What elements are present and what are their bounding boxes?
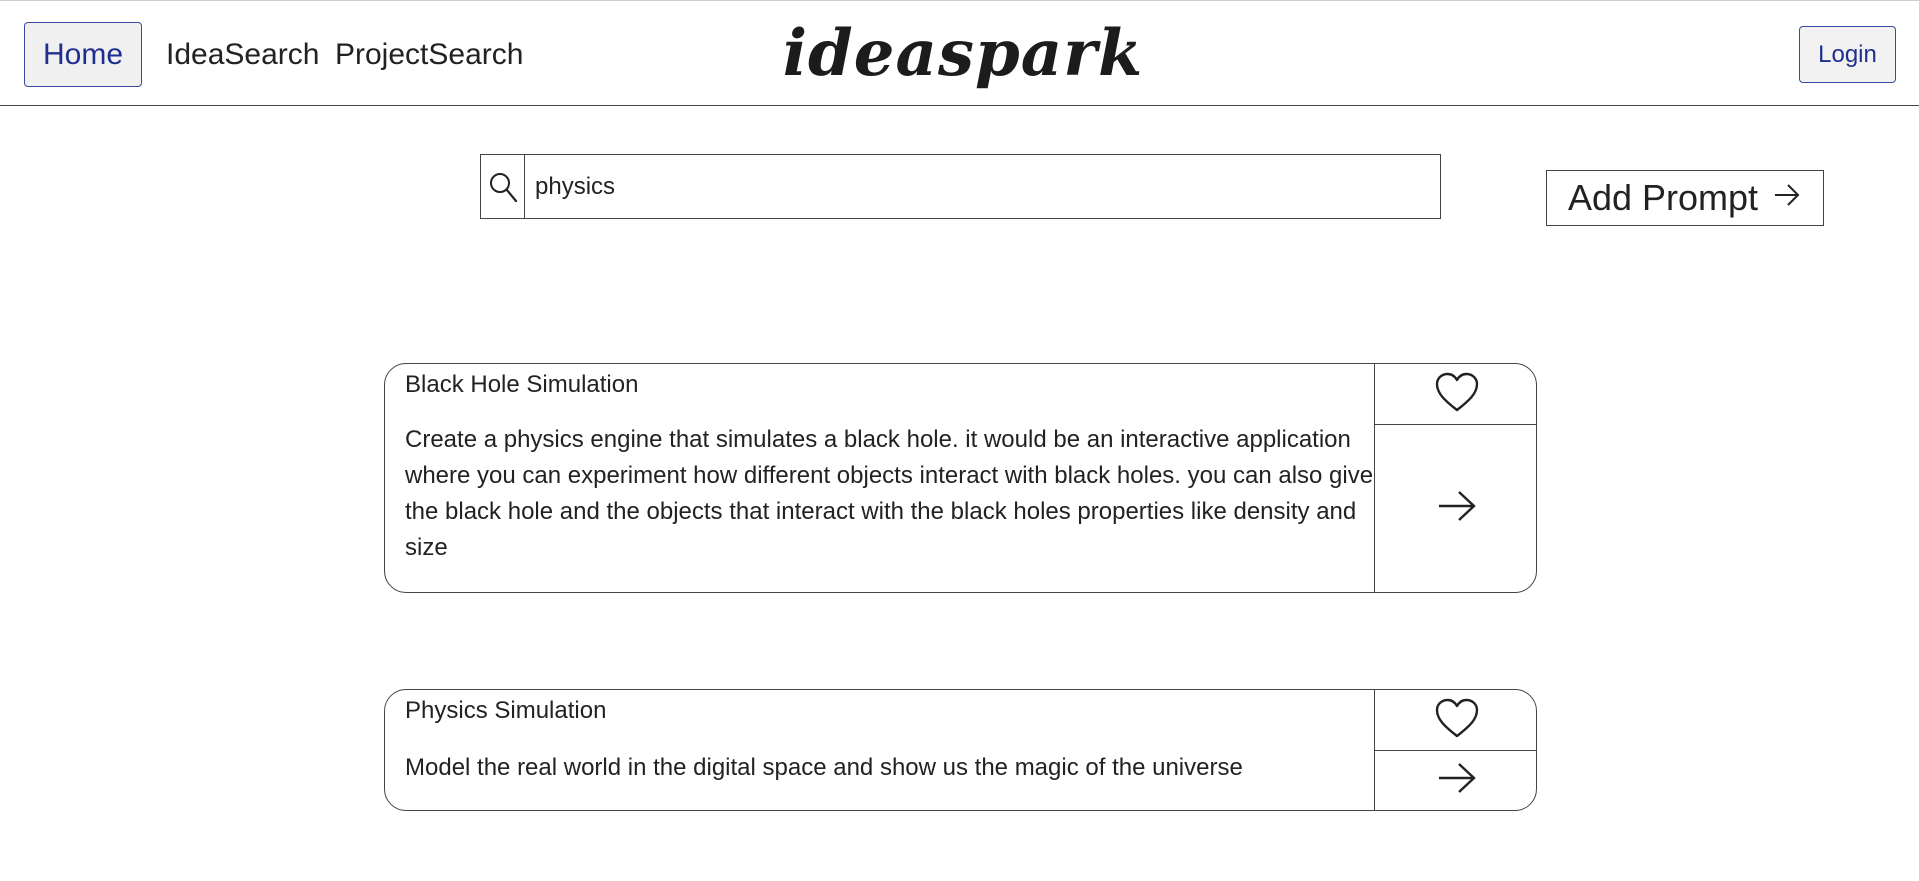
idea-card-actions: [1374, 364, 1537, 592]
idea-card-body[interactable]: [385, 690, 1374, 810]
idea-card: [384, 689, 1537, 811]
nav-home-button[interactable]: [24, 22, 142, 87]
search-bar: [480, 154, 1441, 219]
nav-project-search-label: ProjectSearch: [335, 37, 524, 71]
idea-card-body[interactable]: [385, 364, 1374, 592]
idea-card-description: Create a physics engine that simulates a black hole. it would be an interactive application where you can experiment how different objects interact with black holes. you can also give the black hole and the objects that interact with the black holes properties like density and size: [405, 426, 1374, 561]
logo-text: ideaspark: [782, 15, 1144, 91]
idea-card-description: Model the real world in the digital space and show us the magic of the universe: [405, 754, 1243, 781]
search-input[interactable]: [535, 155, 1440, 218]
nav-home-label: Home: [42, 37, 124, 71]
search-icon[interactable]: [481, 155, 525, 218]
arrow-right-icon: [1437, 488, 1477, 529]
login-label: Login: [1818, 40, 1877, 68]
nav-project-search-link[interactable]: [335, 22, 523, 87]
heart-icon: [1434, 697, 1480, 744]
login-button[interactable]: [1799, 26, 1896, 83]
idea-card-actions: [1374, 690, 1537, 810]
arrow-right-icon: [1772, 177, 1802, 219]
arrow-right-icon: [1437, 760, 1477, 801]
like-button[interactable]: [1375, 690, 1537, 751]
ideaspark-logo[interactable]: [782, 3, 1144, 103]
add-prompt-button[interactable]: [1546, 170, 1824, 226]
add-prompt-label: Add Prompt: [1567, 177, 1759, 218]
nav-idea-search-link[interactable]: [166, 22, 319, 87]
top-nav-bar: [0, 0, 1919, 106]
idea-card: [384, 363, 1537, 593]
open-idea-button[interactable]: [1375, 425, 1537, 592]
like-button[interactable]: [1375, 364, 1537, 425]
open-idea-button[interactable]: [1375, 751, 1537, 810]
idea-card-title: Black Hole Simulation: [405, 371, 639, 398]
nav-idea-search-label: IdeaSearch: [166, 37, 320, 71]
idea-card-title: Physics Simulation: [405, 697, 607, 724]
heart-icon: [1434, 371, 1480, 418]
